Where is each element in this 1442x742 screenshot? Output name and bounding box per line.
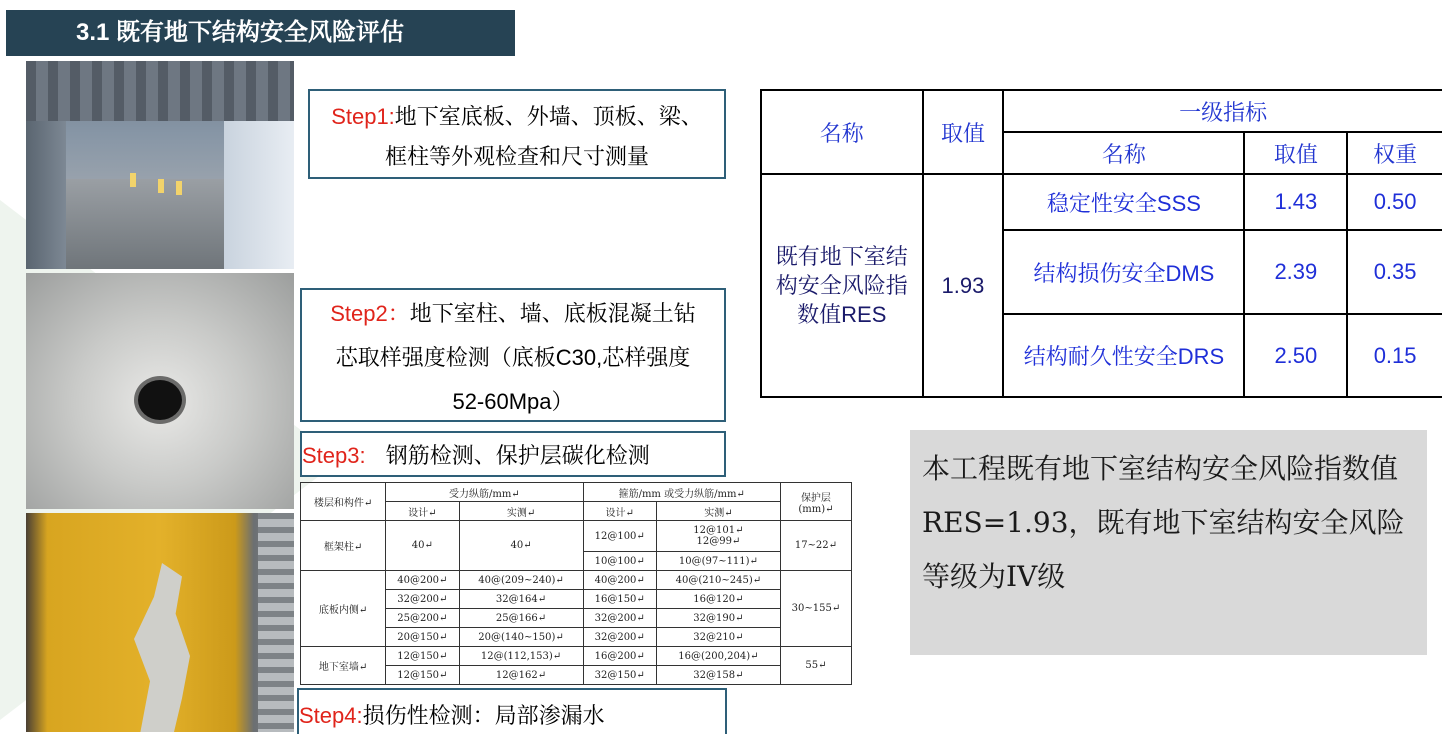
step1-line2: 框柱等外观检查和尺寸测量	[384, 144, 649, 169]
cell: 32@200↵	[386, 590, 459, 609]
photo-core-sample-hole	[26, 273, 294, 509]
table-row	[301, 571, 852, 590]
cell: 40↵	[459, 521, 583, 571]
cell: 55↵	[780, 647, 851, 685]
cell: 10@100↵	[583, 552, 656, 571]
step2-line3: 52-60Mpa）	[452, 389, 574, 414]
step2-line2: 芯取样强度检测（底板C30,芯样强度	[335, 345, 691, 370]
index-name: 既有地下室结构安全风险指数值RES	[761, 174, 923, 397]
cell: 16@150↵	[583, 590, 656, 609]
cell: 12@100↵	[583, 521, 656, 552]
cell: 17~22↵	[780, 521, 851, 571]
page-title: 3.1 既有地下结构安全风险评估	[6, 10, 515, 56]
col-stirrup: 箍筋/mm 或受力纵筋/mm↵	[583, 483, 780, 502]
cell: 32@158↵	[656, 666, 780, 685]
col-longitudinal: 受力纵筋/mm↵	[386, 483, 583, 502]
step4-label: Step4:	[299, 703, 363, 728]
col-measured2: 实测↵	[656, 502, 780, 521]
indicator-name: 结构损伤安全DMS	[1003, 230, 1244, 314]
cell: 12@150↵	[386, 666, 459, 685]
floor-slab-name: 底板内侧↵	[301, 571, 386, 647]
indicator-weight: 0.35	[1347, 230, 1442, 314]
indicator-value: 2.50	[1244, 314, 1347, 397]
table-row	[761, 174, 1442, 230]
cell: 32@150↵	[583, 666, 656, 685]
basement-wall-name: 地下室墙↵	[301, 647, 386, 685]
step1-line1: 地下室底板、外墙、顶板、梁、	[394, 104, 703, 129]
indicator-weight: 0.50	[1347, 174, 1442, 230]
table-row	[301, 647, 852, 666]
indicator-value: 2.39	[1244, 230, 1347, 314]
step3-label: Step3:	[302, 443, 366, 468]
cell: 20@(140~150)↵	[459, 628, 583, 647]
cell: 32@210↵	[656, 628, 780, 647]
cell: 32@200↵	[583, 628, 656, 647]
rebar-measurement-table	[300, 482, 852, 685]
cell: 32@164↵	[459, 590, 583, 609]
cell: 32@190↵	[656, 609, 780, 628]
indicator-name: 结构耐久性安全DRS	[1003, 314, 1244, 397]
photo-basement-corridor	[26, 61, 294, 269]
col-cover	[780, 483, 851, 521]
header-value: 取值	[923, 90, 1004, 174]
index-value: 1.93	[923, 174, 1004, 397]
cell: 40@200↵	[386, 571, 459, 590]
cell: 32@200↵	[583, 609, 656, 628]
indicator-weight: 0.15	[1347, 314, 1442, 397]
cell: 40@(210~245)↵	[656, 571, 780, 590]
step2-line1: 地下室柱、墙、底板混凝土钻	[409, 301, 696, 326]
cell: 30~155↵	[780, 571, 851, 647]
cell: 25@200↵	[386, 609, 459, 628]
step3-box	[300, 431, 726, 477]
header-name: 名称	[761, 90, 923, 174]
photo-wall-damage	[26, 513, 294, 732]
cell: 20@150↵	[386, 628, 459, 647]
step3-text: 钢筋检测、保护层碳化检测	[385, 443, 650, 468]
step4-text: 损伤性检测：局部渗漏水	[362, 703, 605, 728]
step4-box	[297, 688, 727, 734]
cell: 40↵	[386, 521, 459, 571]
cell: 16@120↵	[656, 590, 780, 609]
header-sub-name: 名称	[1003, 132, 1244, 174]
col-design2: 设计↵	[583, 502, 656, 521]
cell: 40@(209~240)↵	[459, 571, 583, 590]
cell: 12@(112,153)↵	[459, 647, 583, 666]
header-sub-weight: 权重	[1347, 132, 1442, 174]
cell-a: 12@101↵	[693, 525, 744, 536]
cell: 10@(97~111)↵	[656, 552, 780, 571]
step1-box	[308, 89, 726, 179]
cell-b: 12@99↵	[696, 536, 741, 547]
cell: 40@200↵	[583, 571, 656, 590]
step1-label: Step1:	[331, 104, 395, 129]
col-cover-label: 保护层	[800, 492, 831, 504]
cell	[656, 521, 780, 552]
col-measured: 实测↵	[459, 502, 583, 521]
cell: 16@(200,204)↵	[656, 647, 780, 666]
step2-box	[300, 288, 726, 422]
risk-index-table	[760, 89, 1442, 398]
indicator-name: 稳定性安全SSS	[1003, 174, 1244, 230]
cell: 12@162↵	[459, 666, 583, 685]
frame-column-name: 框架柱↵	[301, 521, 386, 571]
header-primary-indicator: 一级指标	[1003, 90, 1442, 132]
col-design: 设计↵	[386, 502, 459, 521]
cell: 16@200↵	[583, 647, 656, 666]
col-component: 楼层和构件↵	[301, 483, 386, 521]
indicator-value: 1.43	[1244, 174, 1347, 230]
header-sub-value: 取值	[1244, 132, 1347, 174]
cell: 12@150↵	[386, 647, 459, 666]
col-cover-unit: (mm)↵	[798, 503, 834, 515]
table-row	[301, 521, 852, 552]
cell: 25@166↵	[459, 609, 583, 628]
conclusion-text: 本工程既有地下室结构安全风险指数值RES=1.93，既有地下室结构安全风险等级为IV级	[910, 430, 1427, 655]
step2-label: Step2：	[330, 301, 410, 326]
